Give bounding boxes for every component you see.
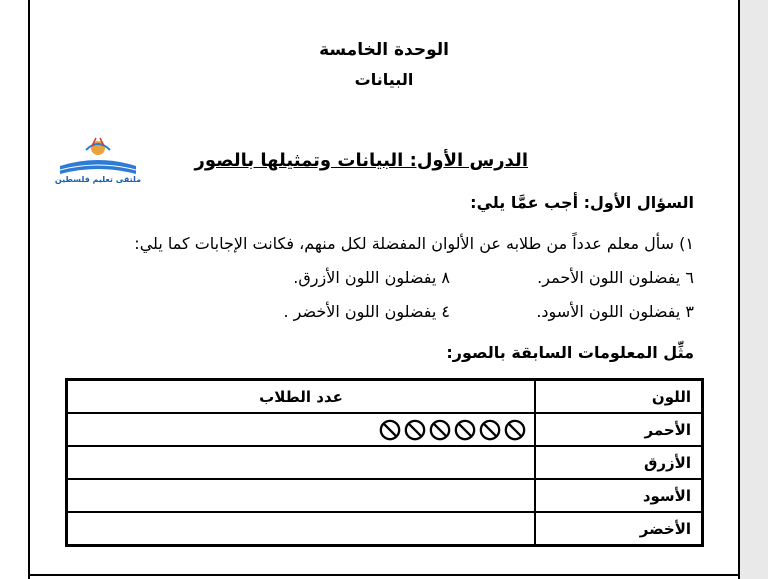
question-heading: السؤال الأول: أجب عمَّا يلي: [470, 193, 694, 212]
row-color: الأخضر [535, 512, 703, 546]
row-symbols[interactable] [67, 479, 536, 512]
unit-subtitle: البيانات [354, 70, 414, 89]
pictograph-table [65, 378, 704, 547]
response-red: ٦ يفضلون اللون الأحمر. [537, 268, 694, 287]
question-item [134, 234, 694, 253]
lesson-title: الدرس الأول: البيانات وتمثيلها بالصور [194, 150, 528, 171]
table-row [67, 479, 703, 512]
page-border-bottom [28, 574, 740, 576]
represent-label: مثِّل المعلومات السابقة بالصور: [446, 343, 694, 362]
unit-title: الوحدة الخامسة [319, 40, 449, 60]
circle-slash-icon [479, 419, 501, 441]
response-green: ٤ يفضلون اللون الأخضر . [283, 302, 450, 321]
table-row [67, 413, 703, 446]
row-symbols[interactable] [67, 512, 536, 546]
response-blue: ٨ يفضلون اللون الأزرق. [293, 268, 450, 287]
row-symbols[interactable] [67, 413, 536, 446]
row-color: الأزرق [535, 446, 703, 479]
table-row [67, 512, 703, 546]
circle-slash-icon [504, 419, 526, 441]
circle-slash-icon [379, 419, 401, 441]
row-symbols[interactable] [67, 446, 536, 479]
item-text: سأل معلم عدداً من طلابه عن الألوان المفضلة لكل منهم، فكانت الإجابات كما يلي: [134, 234, 675, 253]
circle-slash-icon [404, 419, 426, 441]
table-row [67, 446, 703, 479]
row-color: الأحمر [535, 413, 703, 446]
table-header-row [67, 380, 703, 414]
circle-slash-icon [429, 419, 451, 441]
header-count: عدد الطلاب [67, 380, 536, 414]
item-number: ١) [679, 234, 694, 253]
symbol-group [379, 419, 526, 441]
row-color: الأسود [535, 479, 703, 512]
response-black: ٣ يفضلون اللون الأسود. [536, 302, 694, 321]
header-color: اللون [535, 380, 703, 414]
logo-caption: ملتقى تعليم فلسطين [54, 175, 142, 184]
circle-slash-icon [454, 419, 476, 441]
